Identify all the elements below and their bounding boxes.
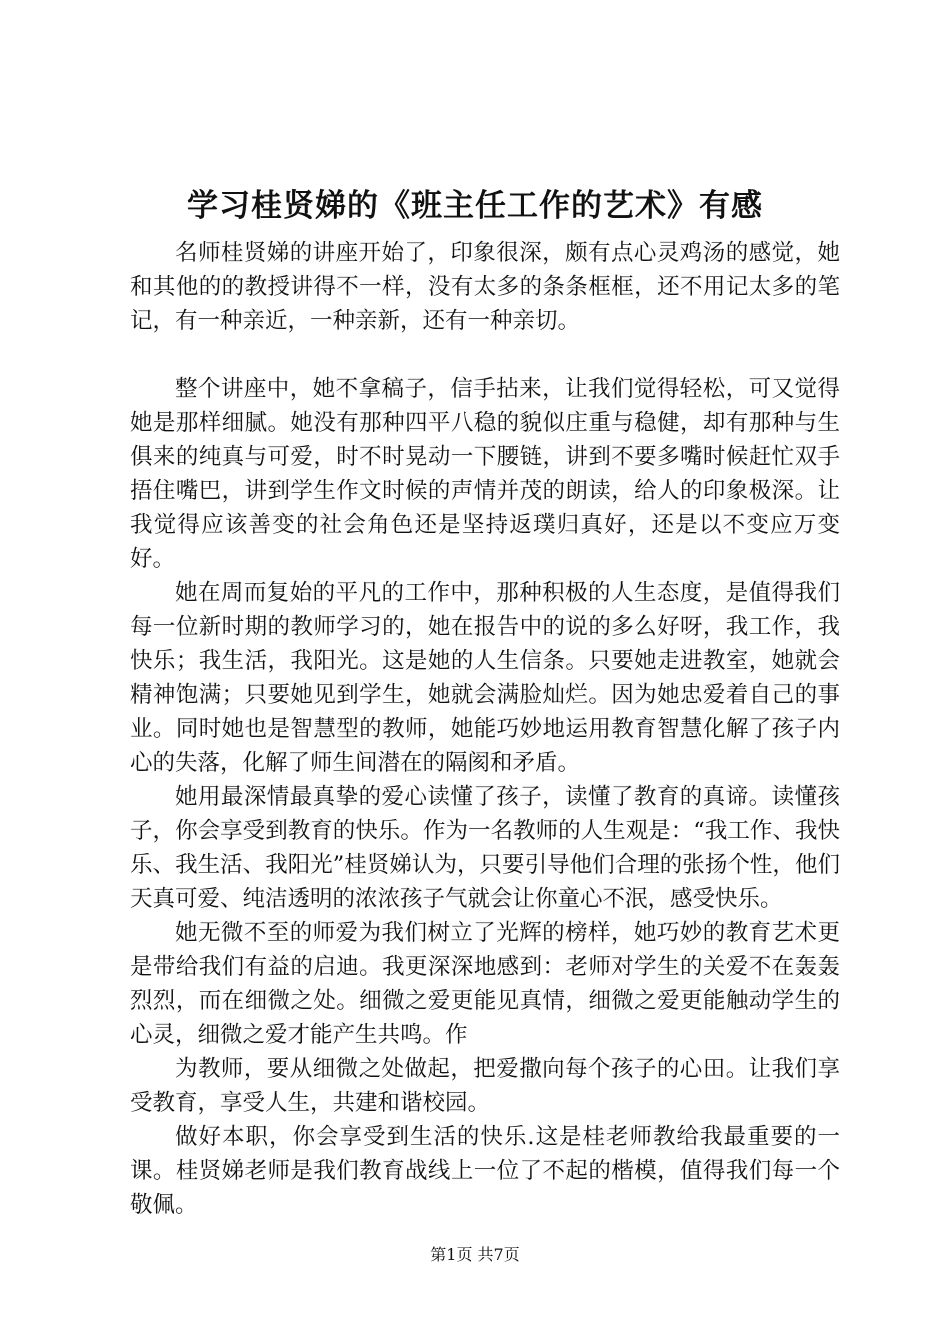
paragraph: 她无微不至的师爱为我们树立了光辉的榜样，她巧妙的教育艺术更是带给我们有益的启迪。我更深深地感到：老师对学生的关爱不在轰轰烈烈，而在细微之处。细微之爱更能见真情，细微之爱更能触动学生的心灵，细微之爱才能产生共鸣。作 (130, 920, 840, 1048)
document-title: 学习桂贤娣的《班主任工作的艺术》有感 (187, 188, 763, 224)
paragraph: 她用最深情最真挚的爱心读懂了孩子，读懂了教育的真谛。读懂孩子，你会享受到教育的快乐。作为一名教师的人生观是：“我工作、我快乐、我生活、我阳光”桂贤娣认为，只要引导他们合理的张扬个性，他们天真可爱、纯洁透明的浓浓孩子气就会让你童心不泯，感受快乐。 (130, 784, 840, 912)
paragraph: 做好本职，你会享受到生活的快乐.这是桂老师教给我最重要的一课。桂贤娣老师是我们教育战线上一位了不起的楷模，值得我们每一个敬佩。 (130, 1124, 840, 1218)
document-body (130, 236, 840, 1222)
paragraph: 她在周而复始的平凡的工作中，那种积极的人生态度，是值得我们每一位新时期的教师学习的，她在报告中的说的多么好呀，我工作，我快乐；我生活，我阳光。这是她的人生信条。只要她走进教室，她就会精神饱满；只要她见到学生，她就会满脸灿烂。因为她忠爱着自己的事业。同时她也是智慧型的教师，她能巧妙地运用教育智慧化解了孩子内心的失落，化解了师生间潜在的隔阂和矛盾。 (130, 580, 840, 776)
page-number: 第1页 共7页 (430, 1245, 520, 1264)
paragraph: 为教师，要从细微之处做起，把爱撒向每个孩子的心田。让我们享受教育，享受人生，共建和谐校园。 (130, 1056, 840, 1116)
paragraph: 整个讲座中，她不拿稿子，信手拈来，让我们觉得轻松，可又觉得她是那样细腻。她没有那种四平八稳的貌似庄重与稳健，却有那种与生俱来的纯真与可爱，时不时晃动一下腰链，讲到不要多嘴时候赶忙双手捂住嘴巴，讲到学生作文时候的声情并茂的朗读，给人的印象极深。让我觉得应该善变的社会角色还是坚持返璞归真好，还是以不变应万变好。 (130, 376, 840, 572)
page-footer (0, 1245, 950, 1265)
paragraph: 名师桂贤娣的讲座开始了，印象很深，颇有点心灵鸡汤的感觉，她和其他的的教授讲得不一样，没有太多的条条框框，还不用记太多的笔记，有一种亲近，一种亲新，还有一种亲切。 (130, 240, 840, 334)
